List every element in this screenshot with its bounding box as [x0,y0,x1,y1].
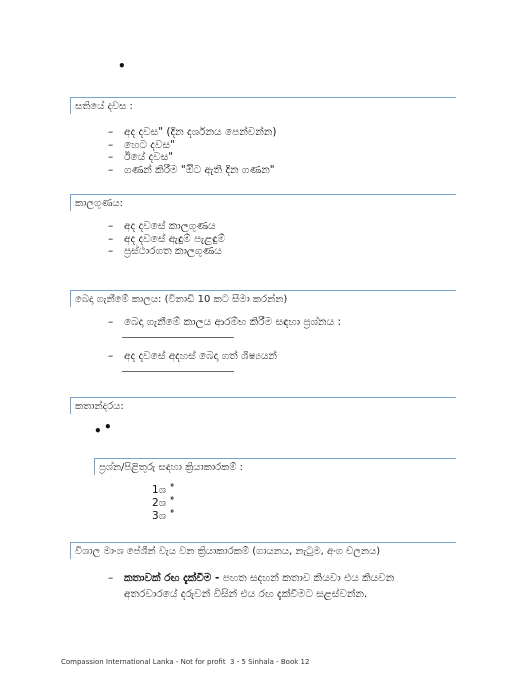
section-weather-header [70,194,456,211]
list-item: 1ශ ˚ [152,484,175,496]
list-item: – ප්‍රස්ථාරගත කාලගුණය [108,245,222,257]
list-item: – අද දවසේ ඇඳුම් පැළඳුම් [108,232,226,245]
top-bullet: • [118,59,126,73]
list-item: – ඊයේ දවස" [108,151,174,163]
story-qa-header [94,458,456,475]
list-item: – අද දවසේ කාලගුණය [108,220,216,232]
list-item: 2ශ ˚ [152,497,175,509]
section-story-header [70,397,456,414]
footer-right: 3 - 5 Sinhala - Book 12 [230,658,310,666]
section-date-header [70,97,456,114]
story-questions [152,484,175,523]
activity-bold-label: කතාවක් රඟ දැක්වීම - [124,572,220,584]
list-item: – අද දවස" (දින දර්ශනය පෙන්වන්න) [108,126,277,138]
list-item: 3ශ ˚ [152,510,175,522]
story-bullet: • [94,424,102,438]
story-bullet: • [104,420,112,434]
list-item: – ගණන් කිරීම "ඔිට ඇති දින ගණන" [108,163,275,176]
section-activity-header [70,542,456,559]
weather-list [108,220,225,258]
list-item: – හෙට දවස" [108,138,175,151]
answer-line-1 [122,337,234,338]
footer-left: Compassion International Lanka - Not for profit [61,658,226,666]
date-list [108,126,276,176]
story-qa-title: ප්‍රශ්න/පිළිතුරු සඳහා ක්‍රියාකාරකම් : [99,462,244,473]
section-sharing-title: බෙදා ගැනීමේ කාලය: (විනාඩි 10 කට සීමා කරන්න) [75,294,288,305]
sharing-question-1: – බෙදා ගැනීමේ කාලය ආරම්භ කිරීම සඳහා ප්‍රශ්නය : [108,316,341,328]
section-story-title: කතාන්දරය: [75,401,124,412]
activity-text: – කතාවක් රඟ දැක්වීම - පහත සදහන් කතාව කියවා එය කියවන අතරවාරයේ දරුවන් විසින් එය රඟ දැක්වීමට සළස්වන්න. [108,572,395,600]
sharing-question-2: – අද දවසේ අදහස් බෙදා ගත් ශිෂ්‍යයන් [108,350,277,362]
section-sharing-header [70,290,456,307]
section-weather-title: කාලගුණය: [75,198,123,209]
section-activity-title: විශාල මාංශ පේශීන් වැය වන ක්‍රියාකාරකම් (ගායනය, නැටුම, අංග චලනය) [75,546,381,557]
answer-line-2 [122,371,234,372]
section-date-title: සතියේ දවස : [75,101,133,112]
